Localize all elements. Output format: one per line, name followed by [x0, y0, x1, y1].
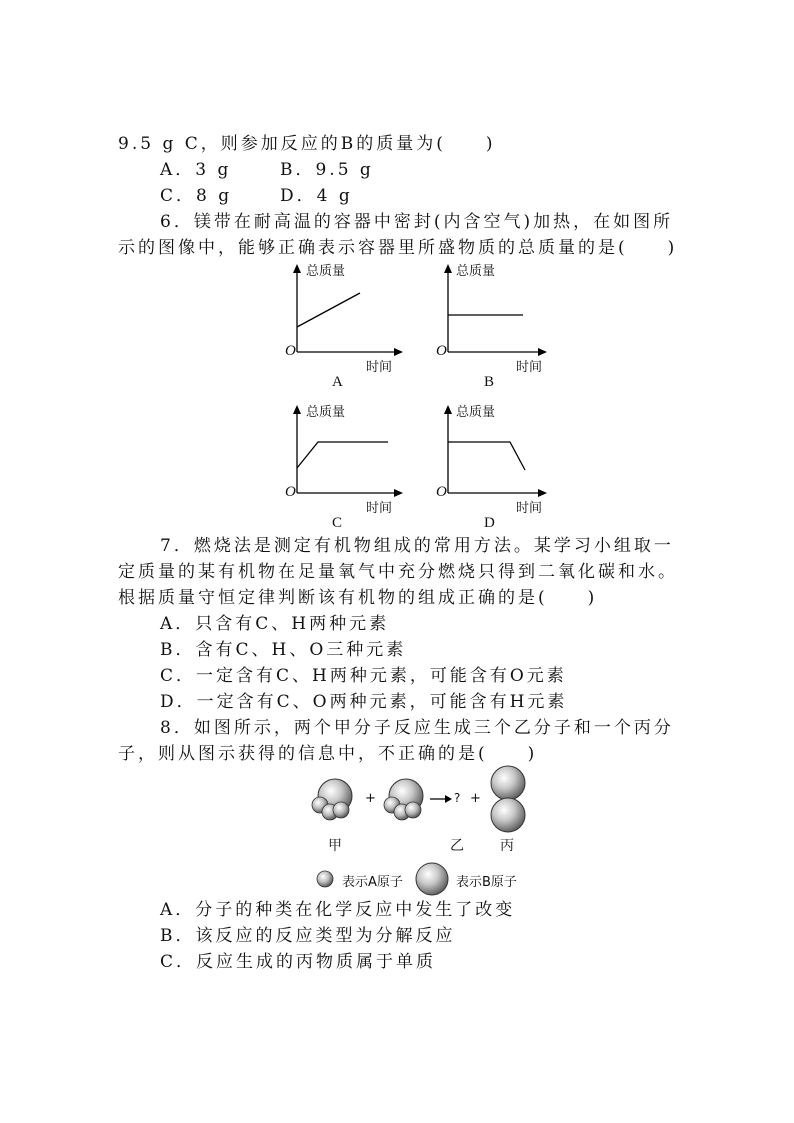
- molecule-bing: [491, 766, 525, 832]
- q6-stem-line2: 示的图像中，能够正确表示容器里所盛物质的总质量的是( ): [118, 238, 678, 258]
- graph-b-origin: O: [436, 343, 447, 359]
- graph-b-ylabel: 总质量: [456, 264, 496, 279]
- legend-atom-a: [317, 871, 333, 887]
- graph-c-origin: O: [285, 484, 296, 500]
- q8-stem-line2: 子，则从图示获得的信息中，不正确的是( ): [118, 744, 538, 764]
- plus-sign-1: +: [365, 791, 376, 806]
- molecule-jia-1: [312, 779, 352, 820]
- graph-d-ylabel: 总质量: [456, 405, 496, 420]
- graph-d-label: D: [484, 515, 495, 531]
- q7-option-a: A．只含有C、H两种元素: [160, 614, 390, 634]
- q7-stem-line1: 7．燃烧法是测定有机物组成的常用方法。某学习小组取一: [160, 536, 674, 556]
- graph-a-xlabel: 时间: [366, 360, 393, 375]
- label-bing: 丙: [500, 838, 514, 854]
- q5-option-b: B．9.5 g: [280, 160, 374, 180]
- q5-option-a: A．3 g: [160, 160, 232, 180]
- question-mark: ?: [454, 791, 461, 805]
- graph-c-xlabel: 时间: [366, 501, 393, 516]
- graph-b-xlabel: 时间: [516, 360, 543, 375]
- graph-d-xlabel: 时间: [516, 501, 543, 516]
- q8-option-a: A．分子的种类在化学反应中发生了改变: [160, 900, 516, 920]
- legend-atom-b: [416, 863, 448, 895]
- molecule-jia-2: [384, 779, 423, 820]
- label-yi: 乙: [450, 838, 464, 854]
- q6-stem-line1: 6．镁带在耐高温的容器中密封(内含空气)加热，在如图所: [160, 212, 674, 232]
- q5-option-d: D．4 g: [280, 186, 353, 206]
- plus-sign-2: +: [470, 791, 481, 806]
- q8-option-b: B．该反应的反应类型为分解反应: [160, 926, 456, 946]
- q7-option-d: D．一定含有C、O两种元素，可能含有H元素: [160, 692, 568, 712]
- graph-a-ylabel: 总质量: [306, 264, 346, 279]
- q7-option-c: C．一定含有C、H两种元素，可能含有O元素: [160, 666, 567, 686]
- q8-option-c: C．反应生成的丙物质属于单质: [160, 952, 437, 972]
- graph-a-label: A: [332, 374, 343, 390]
- legend-b-text: 表示B原子: [456, 875, 517, 890]
- q5-option-c: C．8 g: [160, 186, 233, 206]
- q5-stem-tail: 9.5 g C，则参加反应的B的质量为( ): [118, 134, 496, 154]
- legend-a-text: 表示A原子: [342, 875, 403, 890]
- q7-option-b: B．含有C、H、O三种元素: [160, 640, 407, 660]
- graph-d-origin: O: [436, 484, 447, 500]
- graph-a-origin: O: [285, 343, 296, 359]
- graph-c-label: C: [332, 515, 343, 531]
- label-jia: 甲: [328, 838, 342, 854]
- q7-stem-line2: 定质量的某有机物在足量氧气中充分燃烧只得到二氧化碳和水。: [118, 562, 678, 582]
- q8-stem-line1: 8．如图所示，两个甲分子反应生成三个乙分子和一个丙分: [160, 718, 674, 738]
- q7-stem-line3: 根据质量守恒定律判断该有机物的组成正确的是( ): [118, 588, 598, 608]
- graph-c-ylabel: 总质量: [306, 405, 346, 420]
- graph-b-label: B: [484, 374, 495, 390]
